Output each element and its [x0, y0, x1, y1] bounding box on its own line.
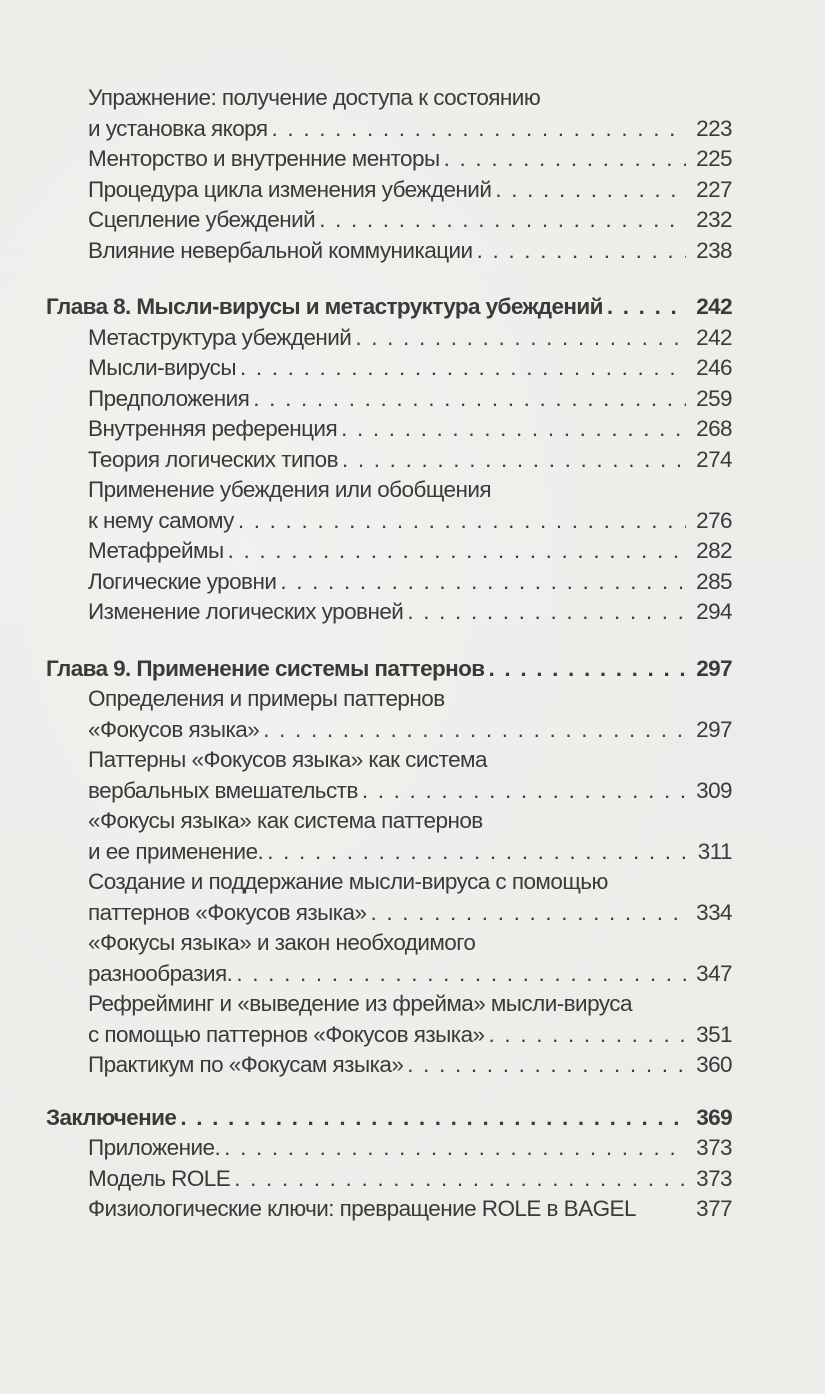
toc-entry-text-line: Практикум по «Фокусам языка»	[88, 1052, 404, 1077]
toc-entry[interactable]	[46, 1133, 732, 1164]
toc-entry[interactable]	[46, 597, 732, 628]
page-number: 373	[696, 1165, 732, 1191]
toc-entry[interactable]	[46, 867, 732, 928]
chapter-title: Глава 8. Мысли-вирусы и метаструктура убеждений	[46, 294, 603, 319]
toc-entry-text-line: Применение убеждения или обобщения	[88, 477, 492, 502]
page-number: 351	[696, 1021, 732, 1047]
dot-leader	[238, 506, 686, 537]
toc-entry-text-line: «Фокусы языка» и закон необходимого	[88, 930, 476, 955]
dot-leader	[407, 1050, 686, 1081]
toc-entry-text-line: Влияние невербальной коммуникации	[88, 237, 473, 263]
page-number: 285	[696, 568, 732, 594]
toc-entry[interactable]	[46, 445, 732, 476]
dot-leader	[280, 567, 686, 598]
toc-entry-text-line: Создание и поддержание мысли-вируса с помощью	[88, 869, 608, 894]
dot-leader	[342, 445, 686, 476]
section-gap	[46, 1081, 732, 1103]
toc-entry[interactable]	[46, 236, 732, 267]
dot-leader	[263, 715, 686, 746]
toc-entry[interactable]	[46, 567, 732, 598]
dot-leader	[489, 654, 686, 685]
dot-leader	[234, 1164, 686, 1195]
page-number: 373	[696, 1135, 732, 1160]
toc-entry-text-line: Внутренняя референция	[88, 416, 338, 441]
toc-entry-text-line: Физиологические ключи: превращение ROLE в BAGEL	[88, 1196, 636, 1221]
toc-entry-text-line: Менторство и внутренние менторы	[88, 146, 440, 171]
toc-entry[interactable]	[46, 1194, 732, 1225]
dot-leader	[180, 1103, 686, 1134]
dot-leader	[236, 959, 686, 990]
page-number: 369	[696, 1104, 732, 1130]
dot-leader	[444, 144, 686, 175]
toc-entry-text-line: Рефрейминг и «выведение из фрейма» мысли-вируса	[88, 991, 632, 1016]
page-number: 309	[696, 777, 732, 803]
dot-leader	[355, 323, 686, 354]
toc-entry-text-line: «Фокусов языка»	[88, 716, 260, 742]
page-number: 294	[696, 599, 732, 624]
section-gap	[46, 266, 732, 292]
toc-entry-text-line: Метаструктура убеждений	[88, 324, 352, 350]
toc-entry-text-line: Логические уровни	[88, 568, 277, 594]
dot-leader	[607, 292, 686, 323]
page-number: 282	[696, 538, 732, 563]
dot-leader	[319, 205, 686, 236]
toc-entry-text-line: паттернов «Фокусов языка»	[88, 899, 367, 925]
toc-entry-text-line: Упражнение: получение доступа к состоянию	[88, 85, 541, 110]
dot-leader	[267, 837, 686, 868]
toc-chapter-8[interactable]	[46, 292, 732, 323]
toc-entry[interactable]	[46, 1050, 732, 1081]
toc-entry-text-line: Предположения	[88, 385, 250, 411]
toc-entry-text-line: Модель ROLE	[88, 1165, 231, 1191]
toc-entry[interactable]	[46, 1164, 732, 1195]
toc-entry[interactable]	[46, 83, 732, 144]
page-number: 276	[696, 507, 732, 533]
toc-entry[interactable]	[46, 414, 732, 445]
page-number: 268	[696, 416, 732, 441]
toc-entry-text-line: Изменение логических уровней	[88, 599, 404, 624]
page-number: 227	[696, 176, 732, 202]
toc-entry-text-line: вербальных вмешательств	[88, 777, 358, 803]
dot-leader	[341, 414, 686, 445]
toc-entry-text-line: Приложение.	[88, 1135, 221, 1160]
page-number: 377	[696, 1196, 732, 1221]
page-number: 242	[696, 324, 732, 350]
toc-entry[interactable]	[46, 684, 732, 745]
chapter-title: Глава 9. Применение системы паттернов	[46, 655, 485, 681]
toc-entry[interactable]	[46, 323, 732, 354]
page-number: 297	[696, 716, 732, 742]
toc-entry-text-line: и установка якоря	[88, 115, 268, 141]
dot-leader	[407, 597, 686, 628]
page-number: 347	[696, 960, 732, 986]
page-number: 297	[696, 655, 732, 681]
toc-entry[interactable]	[46, 384, 732, 415]
toc-chapter-9[interactable]	[46, 654, 732, 685]
dot-leader	[489, 1020, 686, 1051]
toc-entry-text-line: к нему самому	[88, 507, 234, 533]
toc-entry-text-line: и ее применение.	[88, 838, 264, 864]
toc-entry-text-line: Процедура цикла изменения убеждений	[88, 176, 492, 202]
dot-leader	[370, 898, 686, 929]
page-number: 311	[697, 838, 732, 864]
chapter-title: Заключение	[46, 1104, 177, 1130]
toc-entry[interactable]	[46, 806, 732, 867]
toc-entry[interactable]	[46, 536, 732, 567]
dot-leader	[362, 776, 686, 807]
toc-entry[interactable]	[46, 205, 732, 236]
dot-leader	[253, 384, 686, 415]
section-gap	[46, 628, 732, 654]
toc-entry-text-line: с помощью паттернов «Фокусов языка»	[88, 1021, 485, 1047]
page-number: 238	[696, 237, 732, 263]
page-number: 232	[696, 207, 732, 232]
table-of-contents	[46, 83, 732, 1225]
dot-leader	[228, 536, 686, 567]
toc-entry[interactable]	[46, 745, 732, 806]
dot-leader	[272, 114, 686, 145]
page-number: 223	[696, 115, 732, 141]
toc-entry[interactable]	[46, 989, 732, 1050]
toc-entry[interactable]	[46, 928, 732, 989]
page-number: 225	[696, 146, 732, 171]
toc-entry-text-line: Метафреймы	[88, 538, 224, 563]
dot-leader	[240, 353, 686, 384]
toc-entry[interactable]	[46, 353, 732, 384]
toc-entry-text-line: разнообразия.	[88, 960, 233, 986]
toc-entry-text-line: «Фокусы языка» как система паттернов	[88, 808, 483, 833]
page-number: 334	[696, 899, 732, 925]
page-number: 242	[696, 294, 732, 319]
page-number: 360	[696, 1052, 732, 1077]
toc-entry-text-line: Мысли-вирусы	[88, 355, 236, 380]
toc-entry[interactable]	[46, 175, 732, 206]
toc-entry[interactable]	[46, 475, 732, 536]
dot-leader	[224, 1133, 686, 1164]
dot-leader	[477, 236, 686, 267]
toc-entry-text-line: Паттерны «Фокусов языка» как система	[88, 747, 487, 772]
toc-conclusion[interactable]	[46, 1103, 732, 1134]
dot-leader	[495, 175, 686, 206]
toc-entry-text-line: Сцепление убеждений	[88, 207, 316, 232]
toc-entry-text-line: Определения и примеры паттернов	[88, 686, 445, 711]
page-number: 246	[696, 355, 732, 380]
page-number: 259	[696, 385, 732, 411]
toc-entry[interactable]	[46, 144, 732, 175]
toc-entry-text-line: Теория логических типов	[88, 446, 338, 472]
page-number: 274	[696, 446, 732, 472]
